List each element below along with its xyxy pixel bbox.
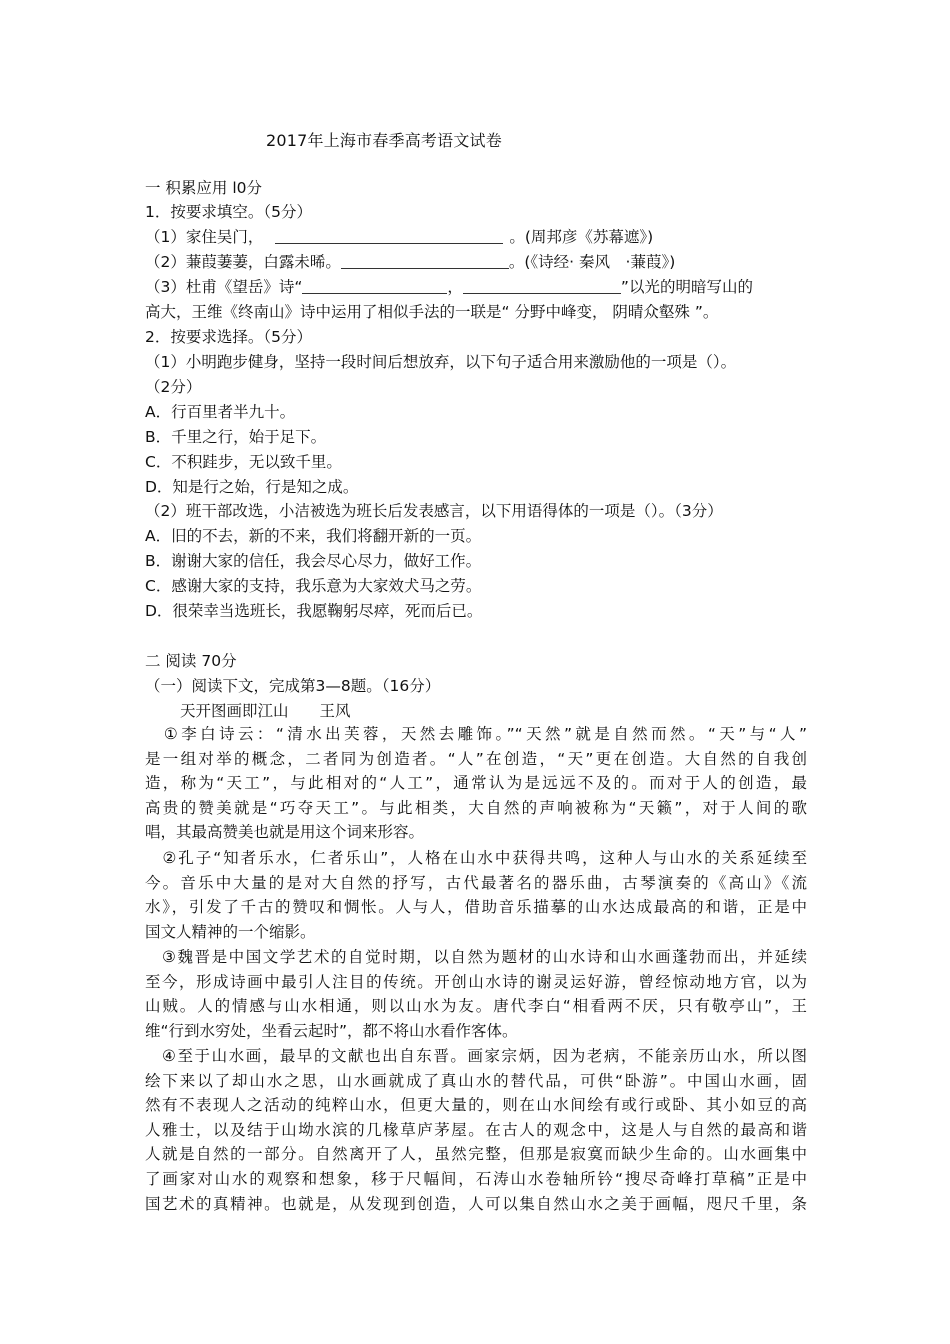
option-d: D．很荣幸当选班长，我愿鞠躬尽瘁，死而后已。 (145, 602, 483, 620)
fill-blank (275, 228, 503, 244)
article-title: 天开图画即江山 王风 (180, 702, 351, 720)
text-line: 了画家对山水的观察和想象，移于尺幅间，石涛山水卷轴所钤“搜尽奇峰打草稿”正是中 (145, 1169, 807, 1188)
text-line: ①李白诗云：“清水出芙蓉，天然去雕饰。”“天然”就是自然而然。“天”与“人” (145, 725, 807, 743)
fill-blank (302, 278, 447, 294)
text-line: 高贵的赞美就是“巧夺天工”。与此相类，大自然的声响被称为“天籁”，对于人间的歌 (145, 798, 807, 817)
option-c: C．不积跬步，无以致千里。 (145, 453, 342, 471)
text-line: ④至于山水画，最早的文献也出自东晋。画家宗炳，因为老病，不能亲历山水，所以图 (145, 1047, 807, 1065)
question-2-stem: 2．按要求选择。（5分） (145, 328, 312, 346)
question-1-item-3-cont: 高大，王维《终南山》诗中运用了相似手法的一联是“ 分野中峰变， 阴晴众壑殊 ”。 (145, 303, 719, 321)
fill-blank (463, 278, 621, 294)
paragraph-2 (145, 846, 807, 944)
reading-part-1-intro: （一）阅读下文，完成第3—8题。（16分） (145, 677, 441, 695)
text-line: ②孔子“知者乐水，仁者乐山”，人格在山水中获得共鸣，这种人与山水的关系延续至 (145, 849, 807, 867)
text-line: 人就是自然的一部分。自然离开了人，虽然完整，但那是寂寞而缺少生命的。山水画集中 (145, 1145, 807, 1164)
text-line: 绘下来以了却山水之思，山水画就成了真山水的替代品，可供“卧游”。中国山水画，固 (145, 1071, 807, 1090)
text-line: 山贼。人的情感与山水相通，则以山水为友。唐代李白“相看两不厌，只有敬亭山”，王 (145, 997, 807, 1016)
text-line: 人雅士，以及结于山坳水滨的几椽草庐茅屋。在古人的观念中，这是人与自然的最高和谐 (145, 1120, 807, 1139)
text-line: 国文人精神的一个缩影。 (145, 922, 316, 941)
question-1-item-3 (145, 275, 753, 299)
option-d: D．知是行之始，行是知之成。 (145, 478, 359, 496)
text-line: 造，称为“天工”，与此相对的“人工”，通常认为是远远不及的。而对于人的创造，最 (145, 774, 807, 793)
text-line: 是一组对举的概念，二者同为创造者。“人”在创造，“天”更在创造。大自然的自我创 (145, 749, 807, 768)
text-line: ③魏晋是中国文学艺术的自觉时期，以自然为题材的山水诗和山水画蓬勃而出，并延续 (145, 948, 807, 966)
section-1-heading: 一 积累应用 l0分 (145, 179, 263, 197)
item-2-prefix: （2）蒹葭萋萋，白露未晞。 (145, 253, 341, 271)
text-line: 然有不表现人之活动的纯粹山水，但更大量的，则在山水间绘有或行或卧、其小如豆的高 (145, 1096, 807, 1115)
item-1-prefix: （1）家住吴门， (145, 228, 264, 246)
fill-blank (341, 253, 509, 269)
question-1-item-1 (145, 225, 653, 249)
text-line: 国艺术的真精神。也就是，从发现到创造，人可以集自然山水之美于画幅，咫尺千里，条 (145, 1194, 807, 1213)
item-3-suffix: ”以光的明暗写山的 (620, 278, 753, 296)
question-1-stem: 1．按要求填空。（5分） (145, 203, 312, 221)
question-2-sub-1-points: （2分） (145, 378, 202, 396)
question-1-item-2 (145, 250, 675, 274)
item-3-separator: ， (447, 278, 463, 296)
paragraph-1 (145, 722, 807, 845)
text-line: 水》，引发了千古的赞叹和惆怅。人与人，借助音乐描摹的山水达成最高的和谐，正是中 (145, 898, 807, 917)
paragraph-4 (145, 1044, 807, 1216)
option-c: C．感谢大家的支持，我乐意为大家效犬马之劳。 (145, 577, 482, 595)
question-2-sub-1: （1）小明跑步健身，坚持一段时间后想放弃，以下句子适合用来激励他的一项是（）。 (145, 353, 737, 371)
text-line: 维“行到水穷处，坐看云起时”，都不将山水看作客体。 (145, 1021, 518, 1040)
question-2-sub-2: （2）班干部改选，小洁被选为班长后发表感言，以下用语得体的一项是（）。（3分） (145, 502, 723, 520)
section-2-heading: 二 阅读 70分 (145, 652, 237, 670)
option-a: A．行百里者半九十。 (145, 403, 296, 421)
item-3-prefix: （3）杜甫《望岳》诗“ (145, 278, 303, 296)
option-b: B．千里之行，始于足下。 (145, 428, 327, 446)
item-2-suffix: 。(《诗经· 秦风 ·蒹葭》) (508, 253, 676, 271)
item-1-suffix: 。(周邦彦《苏幕遮》) (509, 228, 654, 246)
option-b: B．谢谢大家的信任，我会尽心尽力，做好工作。 (145, 552, 482, 570)
text-line: 至今，形成诗画中最引人注目的传统。开创山水诗的谢灵运好游，曾经惊动地方官，以为 (145, 972, 807, 991)
paragraph-3 (145, 945, 807, 1043)
text-line: 今。音乐中大量的是对大自然的抒写，古代最著名的器乐曲，古琴演奏的《高山》《流 (145, 873, 807, 892)
option-a: A．旧的不去，新的不来，我们将翻开新的一页。 (145, 527, 482, 545)
document-title: 2017年上海市春季高考语文试卷 (266, 131, 502, 150)
text-line: 唱，其最高赞美也就是用这个词来形容。 (145, 823, 425, 842)
